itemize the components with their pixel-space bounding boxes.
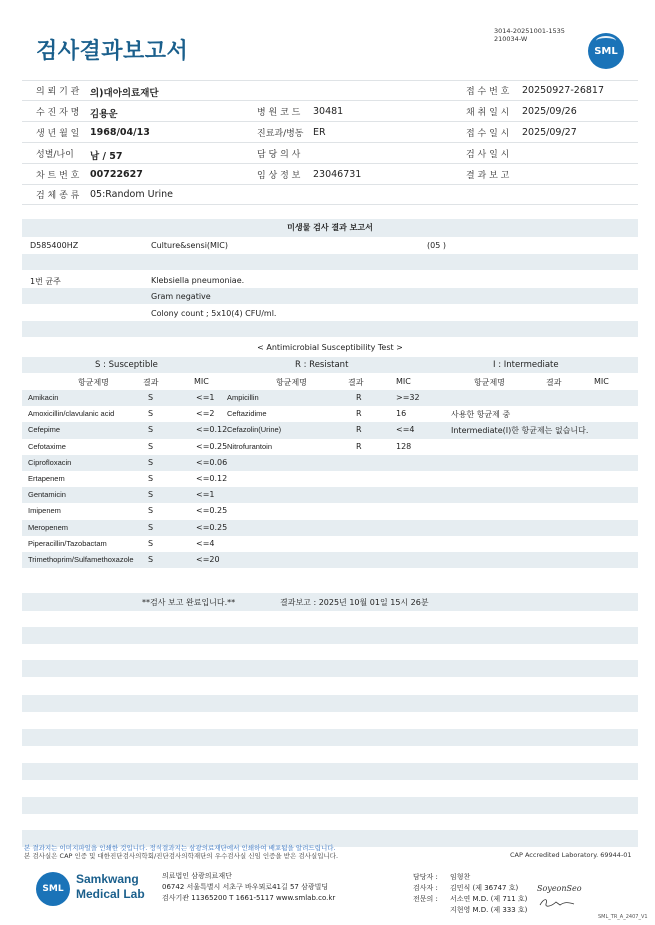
spacer-band (22, 254, 638, 270)
col1-result: S (148, 393, 154, 402)
staff-role: 검사자 : (413, 884, 438, 892)
col3-result-header: 결과 (546, 378, 562, 387)
staff-name: 지현영 M.D. (제 333 호) (450, 906, 528, 914)
col1-drug: Ciprofloxacin (28, 457, 72, 467)
cert-notice: 본 검사실은 CAP 인증 및 대한진단검사의학회/진단검사의학재단의 우수검사실 신임 인증을 받은 검사실입니다. (24, 852, 339, 860)
col1-mic: <=0.25 (196, 441, 228, 451)
col2-mic: >=32 (396, 393, 420, 402)
header-label: 생 년 월 일 (36, 129, 80, 139)
col3-drug-header: 항균제명 (474, 378, 505, 387)
empty-row-band (22, 660, 638, 677)
address-block: 의료법인 삼광의료재단 06742 서울특별시 서초구 바우뫼로41길 57 삼광빌딩 검사기관 11365200 T 1661-5117 www.smlab.co.kr (162, 872, 336, 902)
col1-mic: <=0.25 (196, 506, 228, 516)
ast-row-band (22, 520, 638, 536)
col1-mic: <=1 (196, 490, 215, 500)
test-code: D585400HZ (30, 241, 79, 250)
col1-drug: Cefepime (28, 425, 61, 435)
header-value: 남 / 57 (90, 151, 123, 162)
staff-role: 담당자 : (413, 873, 438, 881)
col1-drug: Cefotaxime (28, 441, 66, 451)
col1-mic: <=0.12 (196, 474, 228, 483)
header-row-divider (22, 100, 638, 101)
form-code: SML_TR_A_2407_V1 (598, 914, 648, 920)
col1-drug: Ertapenem (28, 474, 65, 483)
col2-result-header: 결과 (348, 378, 364, 387)
header-value: 05:Random Urine (90, 189, 174, 200)
header-row-divider (22, 142, 638, 143)
sml-footer-logo: SML (36, 872, 70, 906)
col1-drug: Meropenem (28, 522, 69, 532)
col2-mic: 16 (396, 409, 407, 419)
col1-mic: <=1 (196, 393, 215, 402)
header-top-divider (22, 80, 638, 81)
col1-result: S (148, 474, 154, 483)
header-label: 차 트 번 호 (36, 171, 80, 181)
col1-result-header: 결과 (143, 378, 159, 387)
col1-drug-header: 항균제명 (78, 378, 109, 387)
header-value: 2025/09/27 (522, 127, 577, 138)
col1-mic: <=2 (196, 409, 215, 419)
isolate-label: 1번 균주 (30, 277, 61, 286)
staff-name: 서소연 M.D. (제 711 호) (450, 895, 528, 903)
header-label: 채 취 일 시 (466, 108, 510, 118)
ast-title: < Antimicrobial Susceptibility Test > (257, 343, 403, 352)
header-value: ER (313, 127, 326, 138)
col1-result: S (148, 506, 154, 516)
isolate-organism: Klebsiella pneumoniae. (151, 276, 245, 285)
staff-role: 전문의 : (413, 895, 438, 903)
col1-mic: <=0.25 (196, 522, 228, 532)
empty-row-band (22, 729, 638, 746)
isolate-gram: Gram negative (151, 292, 211, 301)
header-label: 접 수 번 호 (466, 87, 510, 97)
cap-accreditation: CAP Accredited Laboratory. 69944-01 (510, 851, 632, 859)
col2-result: R (356, 393, 362, 402)
header-row-divider (22, 184, 638, 185)
legend-susceptible: S : Susceptible (95, 360, 158, 370)
legend-intermediate: I : Intermediate (493, 360, 559, 370)
col2-mic: 128 (396, 441, 412, 451)
header-label: 수 진 자 명 (36, 108, 80, 118)
header-value: 김용운 (90, 109, 118, 120)
header-label: 의 뢰 기 관 (36, 87, 80, 97)
header-value: 30481 (313, 106, 344, 117)
staff-name: 김민식 (제 36747 호) (450, 884, 519, 892)
col1-drug: Amoxicillin/clavulanic acid (28, 409, 115, 419)
header-value: 의)대아의료재단 (90, 88, 159, 99)
isolate-band (22, 288, 638, 304)
col1-mic: <=0.06 (196, 457, 228, 467)
header-row-divider (22, 163, 638, 164)
col1-result: S (148, 441, 154, 451)
isolate-count: Colony count ; 5x10(4) CFU/ml. (151, 309, 277, 318)
col2-result: R (356, 409, 362, 419)
header-label: 임 상 정 보 (257, 171, 301, 181)
col1-result: S (148, 490, 154, 500)
col2-result: R (356, 425, 362, 435)
print-notice: 본 결과지는 이미지파일을 인쇄한 것입니다. 정식결과지는 삼광의료재단에서 인쇄하여 배포됨을 알려드립니다. (24, 844, 336, 852)
empty-row-band (22, 797, 638, 814)
col1-result: S (148, 409, 154, 419)
legend-resistant: R : Resistant (295, 360, 349, 370)
col2-mic: <=4 (396, 425, 415, 435)
header-label: 진료과/병동 (257, 129, 304, 139)
document-id: 3014-20251001-1535 210034-W (494, 27, 565, 43)
ast-row-band (22, 487, 638, 503)
empty-row-band (22, 763, 638, 780)
col1-drug: Imipenem (28, 506, 61, 516)
col1-result: S (148, 457, 154, 467)
header-row-divider (22, 204, 638, 205)
report-time: 결과보고 : 2025년 10월 01일 15시 26분 (280, 598, 429, 607)
intermediate-note: Intermediate(I)한 항균제는 없습니다. (451, 426, 589, 436)
spacer-band (22, 321, 638, 337)
header-value: 20250927-26817 (522, 85, 605, 96)
signature-ji (538, 896, 578, 910)
page-title: 검사결과보고서 (36, 39, 189, 64)
section-title: 미생물 검사 결과 보고서 (287, 223, 373, 232)
col2-drug-header: 항균제명 (276, 378, 307, 387)
col1-mic: <=0.12 (196, 425, 228, 435)
col1-result: S (148, 425, 154, 435)
col1-drug: Trimethoprim/Sulfamethoxazole (28, 555, 134, 564)
header-label: 검 사 일 시 (466, 150, 510, 160)
header-value: 2025/09/26 (522, 106, 577, 117)
ast-row-band (22, 390, 638, 406)
brand-name: Samkwang Medical Lab (76, 872, 145, 901)
section-title-band (22, 219, 638, 237)
col2-drug: Ampicillin (227, 393, 259, 402)
header-label: 접 수 일 시 (466, 129, 510, 139)
header-label: 검 체 종 류 (36, 191, 80, 201)
empty-row-band (22, 695, 638, 712)
empty-row-band (22, 627, 638, 644)
header-value: 1968/04/13 (90, 127, 150, 138)
completion-text: **검사 보고 완료입니다.** (142, 598, 236, 607)
col2-mic-header: MIC (396, 377, 411, 386)
col1-result: S (148, 538, 154, 548)
header-label: 결 과 보 고 (466, 171, 510, 181)
header-value: 23046731 (313, 169, 362, 180)
intermediate-note: 사용한 항균제 중 (451, 410, 511, 420)
col3-mic-header: MIC (594, 377, 609, 386)
staff-name: 임형찬 (450, 873, 471, 881)
header-value: 00722627 (90, 169, 143, 180)
header-label: 담 당 의 사 (257, 150, 301, 160)
test-name: Culture&sensi(MIC) (151, 241, 228, 250)
col2-drug: Ceftazidime (227, 409, 267, 419)
col1-mic: <=20 (196, 555, 220, 564)
col1-mic: <=4 (196, 538, 215, 548)
signature-stroke (540, 900, 574, 907)
col1-result: S (148, 555, 154, 564)
col1-drug: Gentamicin (28, 490, 66, 500)
col1-mic-header: MIC (194, 377, 209, 386)
header-label: 병 원 코 드 (257, 108, 301, 118)
signature-seo: SoyeonSeo (537, 884, 582, 893)
col1-drug: Piperacillin/Tazobactam (28, 538, 107, 548)
header-label: 성별/나이 (36, 150, 74, 160)
ast-row-band (22, 455, 638, 471)
col1-drug: Amikacin (28, 393, 59, 402)
col2-drug: Cefazolin(Urine) (227, 425, 282, 435)
header-row-divider (22, 121, 638, 122)
col1-result: S (148, 522, 154, 532)
col2-result: R (356, 441, 362, 451)
test-suffix: (05 ) (427, 241, 446, 250)
col2-drug: Nitrofurantoin (227, 441, 273, 451)
sml-logo: SML (588, 33, 624, 69)
